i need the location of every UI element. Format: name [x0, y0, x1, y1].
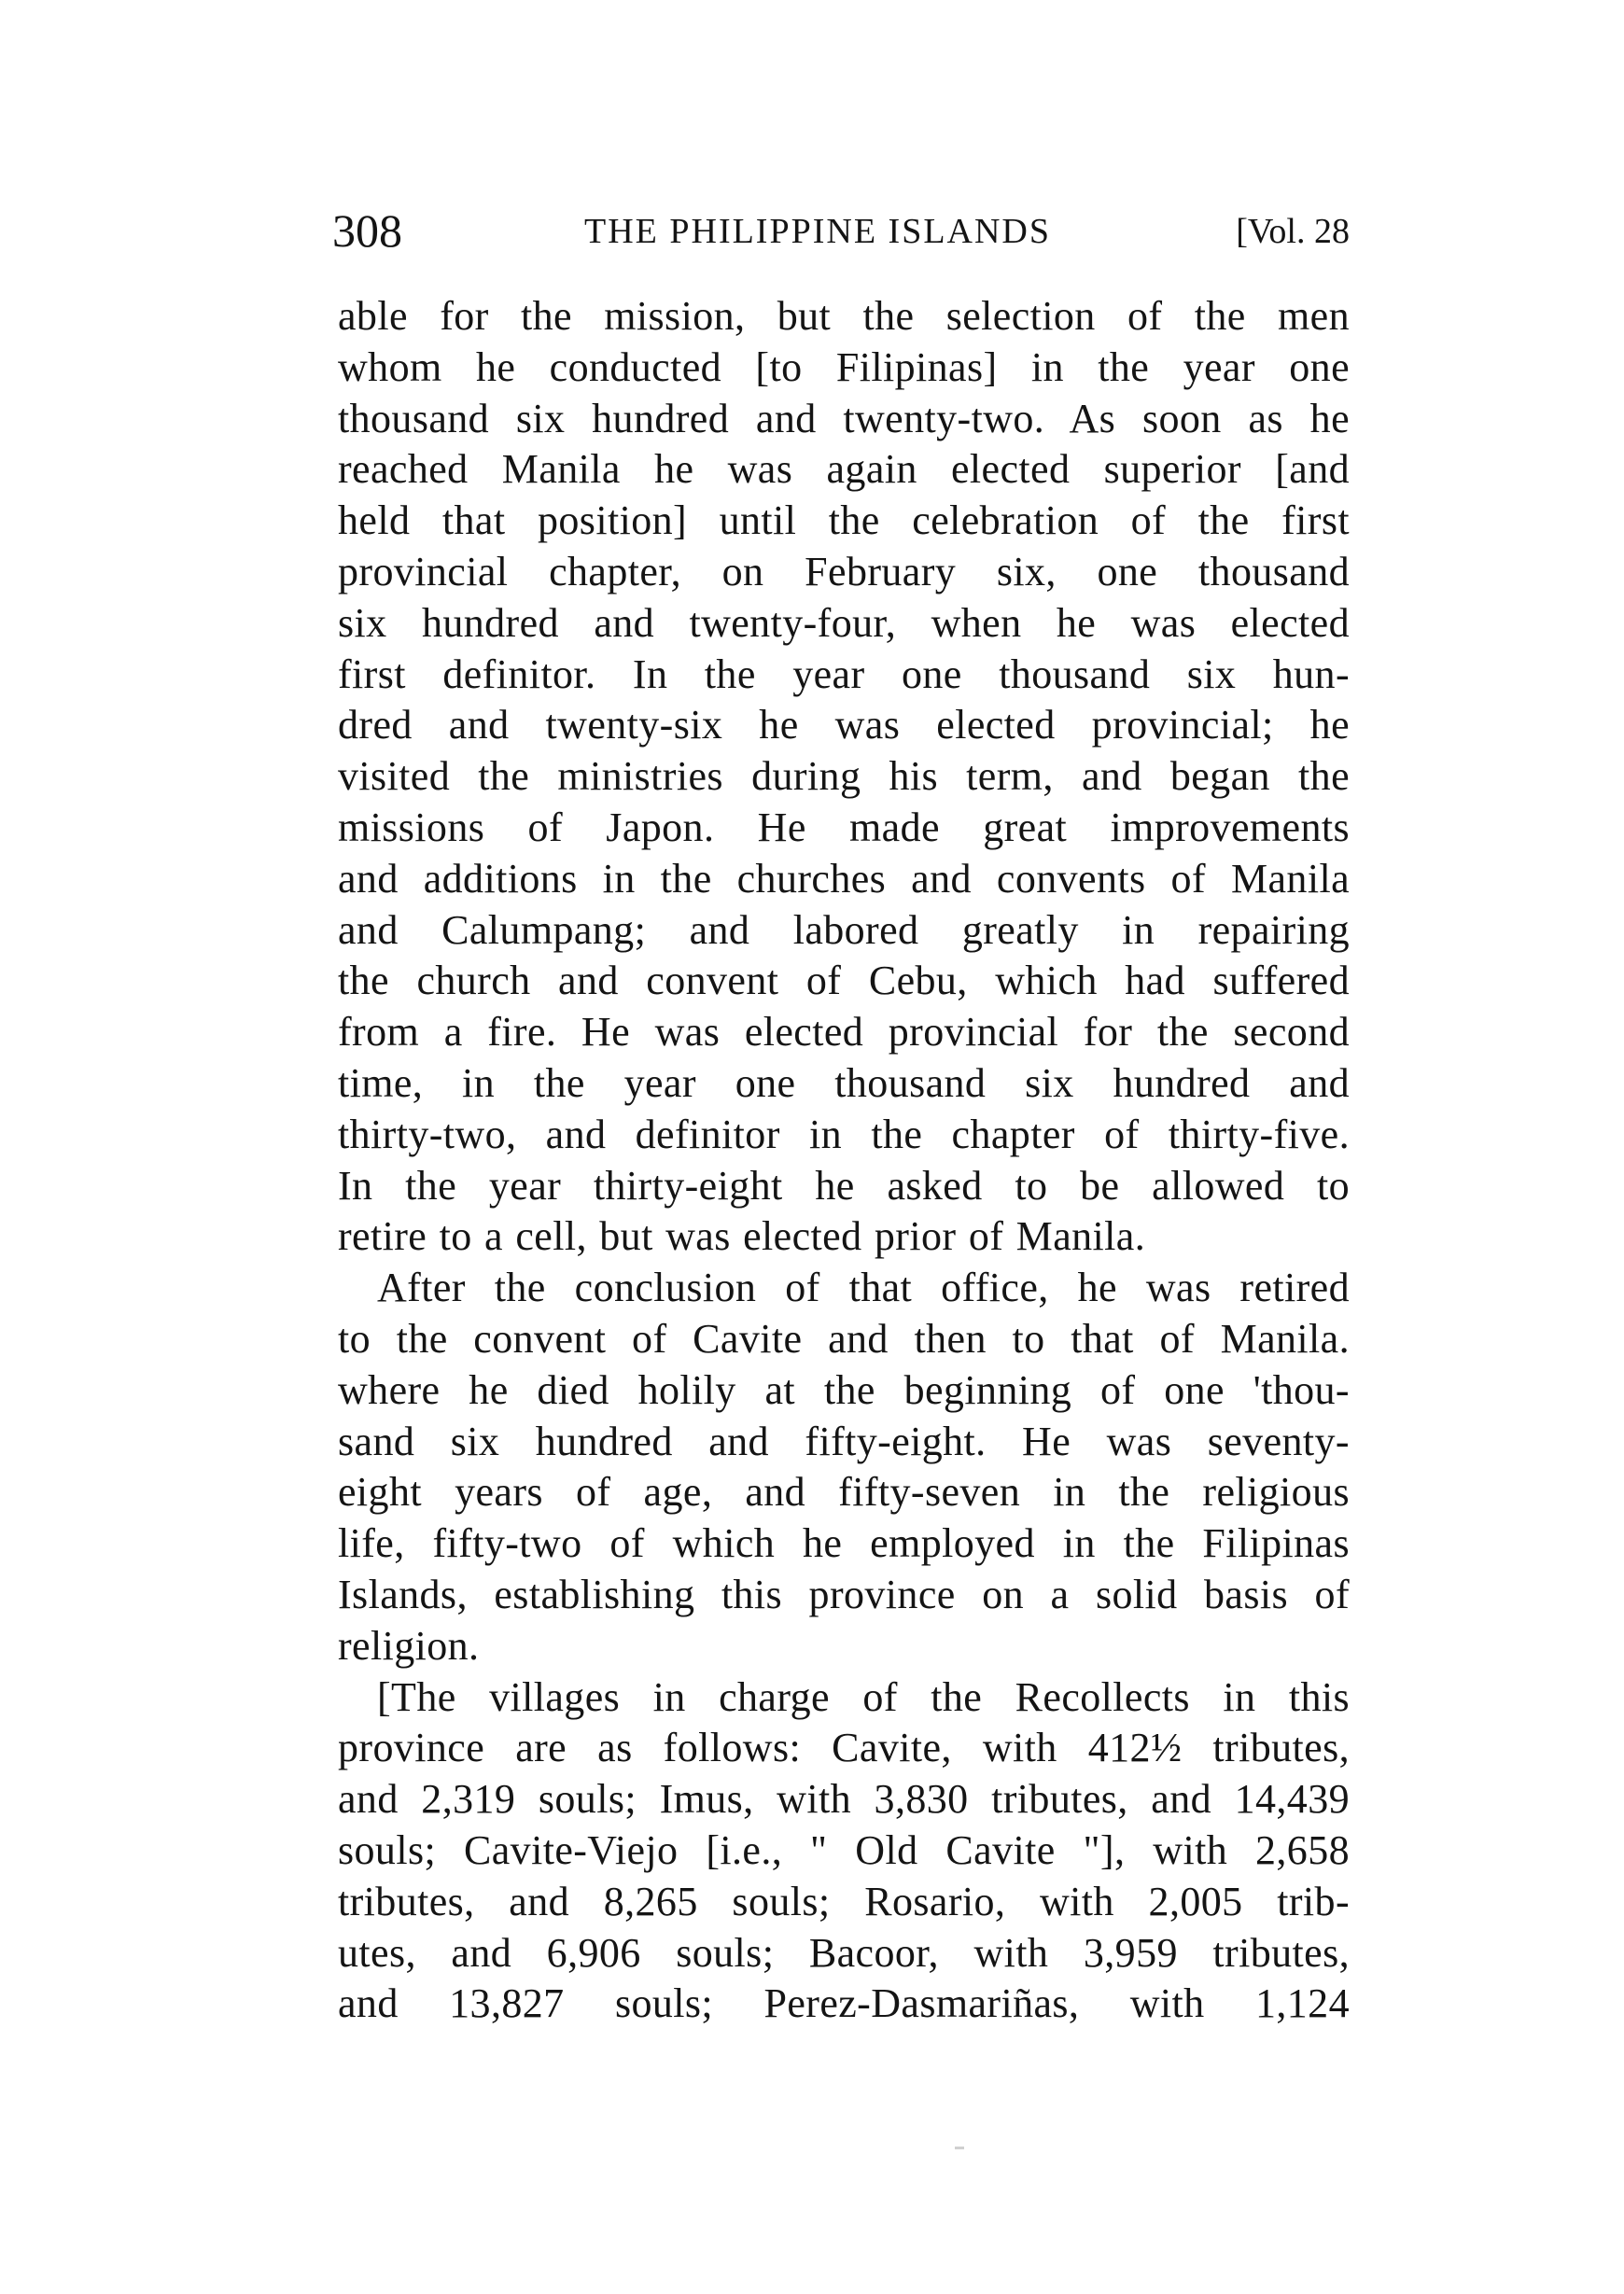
text-line: where he died holily at the beginning of one 'thou-: [338, 1366, 1350, 1413]
text-line: first definitor. In the year one thousand six hun-: [338, 650, 1350, 697]
text-line: souls; Cavite-Viejo [i.e., " Old Cavite "], with 2,658: [338, 1826, 1350, 1873]
text-line: dred and twenty-six he was elected provincial; he: [338, 702, 1350, 748]
text-line: retire to a cell, but was elected prior of Manila.: [338, 1213, 1146, 1260]
text-line: thousand six hundred and twenty-two. As soon as he: [338, 395, 1350, 441]
text-line: utes, and 6,906 souls; Bacoor, with 3,959 tributes,: [338, 1929, 1350, 1976]
page-header: [332, 198, 1350, 263]
text-line: tributes, and 8,265 souls; Rosario, with 2,005 trib-: [338, 1878, 1350, 1924]
text-line: missions of Japon. He made great improvements: [338, 804, 1350, 850]
text-line: and 13,827 souls; Perez-Dasmariñas, with 1,124: [338, 1980, 1350, 2027]
text-line: time, in the year one thousand six hundred and: [338, 1059, 1350, 1106]
text-line: [The villages in charge of the Recollects in this: [377, 1673, 1350, 1720]
text-line: six hundred and twenty-four, when he was elected: [338, 599, 1350, 646]
text-line: reached Manila he was again elected superior [and: [338, 446, 1350, 493]
page-number: 308: [332, 204, 402, 257]
text-line: religion.: [338, 1622, 480, 1669]
text-line: province are as follows: Cavite, with 412½ tributes,: [338, 1725, 1350, 1771]
text-line: sand six hundred and fifty-eight. He was seventy-: [338, 1418, 1350, 1464]
text-line: thirty-two, and definitor in the chapter of thirty-five.: [338, 1111, 1350, 1157]
text-line: visited the ministries during his term, and began the: [338, 753, 1350, 800]
text-line: and Calumpang; and labored greatly in repairing: [338, 906, 1350, 953]
text-line: and additions in the churches and convents of Manila: [338, 855, 1350, 902]
text-line: the church and convent of Cebu, which had suffered: [338, 958, 1350, 1004]
text-line: In the year thirty-eight he asked to be allowed to: [338, 1162, 1350, 1209]
text-line: After the conclusion of that office, he was retired: [377, 1265, 1350, 1311]
text-line: from a fire. He was elected provincial for the second: [338, 1009, 1350, 1056]
text-line: Islands, establishing this province on a solid basis of: [338, 1571, 1350, 1617]
scan-speck: [955, 2147, 964, 2149]
body-text: [338, 291, 1350, 2030]
running-title: THE PHILIPPINE ISLANDS: [584, 212, 1051, 251]
volume-label: [Vol. 28: [1236, 212, 1350, 251]
text-line: whom he conducted [to Filipinas] in the year one: [338, 343, 1350, 390]
text-line: held that position] until the celebration of the first: [338, 497, 1350, 544]
text-line: provincial chapter, on February six, one thousand: [338, 548, 1350, 594]
text-line: able for the mission, but the selection of the men: [338, 293, 1350, 339]
text-line: to the convent of Cavite and then to that of Manila.: [338, 1315, 1350, 1362]
text-line: eight years of age, and fifty-seven in the religious: [338, 1469, 1350, 1516]
text-line: and 2,319 souls; Imus, with 3,830 tributes, and 14,439: [338, 1776, 1350, 1823]
text-line: life, fifty-two of which he employed in the Filipinas: [338, 1520, 1350, 1567]
